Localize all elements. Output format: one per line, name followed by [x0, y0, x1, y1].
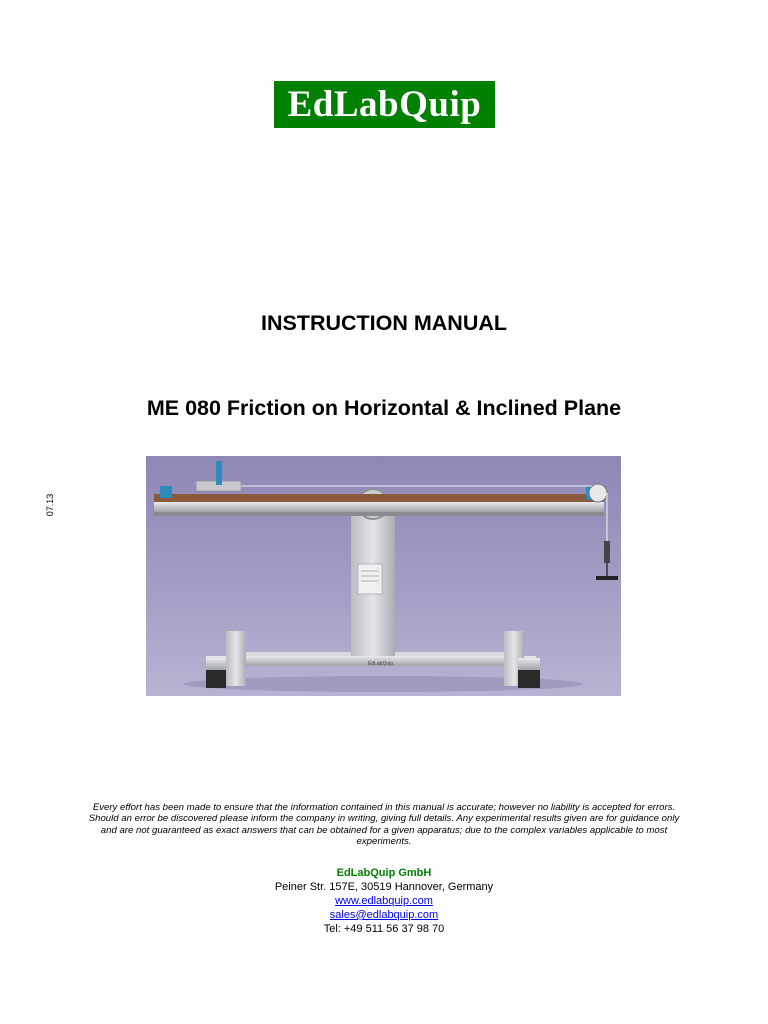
stand-label: EdLabQuip: [368, 661, 394, 667]
edlabquip-logo: [274, 81, 495, 128]
company-phone: Tel: +49 511 56 37 98 70: [323, 923, 445, 935]
logo-text: EdLabQuip: [287, 84, 482, 125]
revision-code: [43, 493, 57, 518]
product-title: ME 080 Friction on Horizontal & Inclined Plane: [146, 396, 622, 420]
apparatus-photo: [146, 456, 621, 696]
company-name: EdLabQuip GmbH: [336, 867, 432, 879]
email-link[interactable]: sales@edlabquip.com: [329, 909, 439, 921]
company-info: [0, 866, 768, 936]
revision-code-text: 07.13: [45, 493, 55, 517]
company-address: Peiner Str. 157E, 30519 Hannover, Germany: [274, 881, 494, 893]
document-title: INSTRUCTION MANUAL: [260, 311, 508, 335]
website-link[interactable]: www.edlabquip.com: [335, 895, 433, 907]
disclaimer-text: Every effort has been made to ensure that the information contained in this manual is accurate; however no liability is accepted for errors. Should an error be discovered please inform the company in writing, giving full details. Any experimental results given are for guidance only and are not guaranteed as exact answers that can be obtained for a given apparatus; due to the complex variables applicable to most experiments.: [88, 802, 680, 848]
